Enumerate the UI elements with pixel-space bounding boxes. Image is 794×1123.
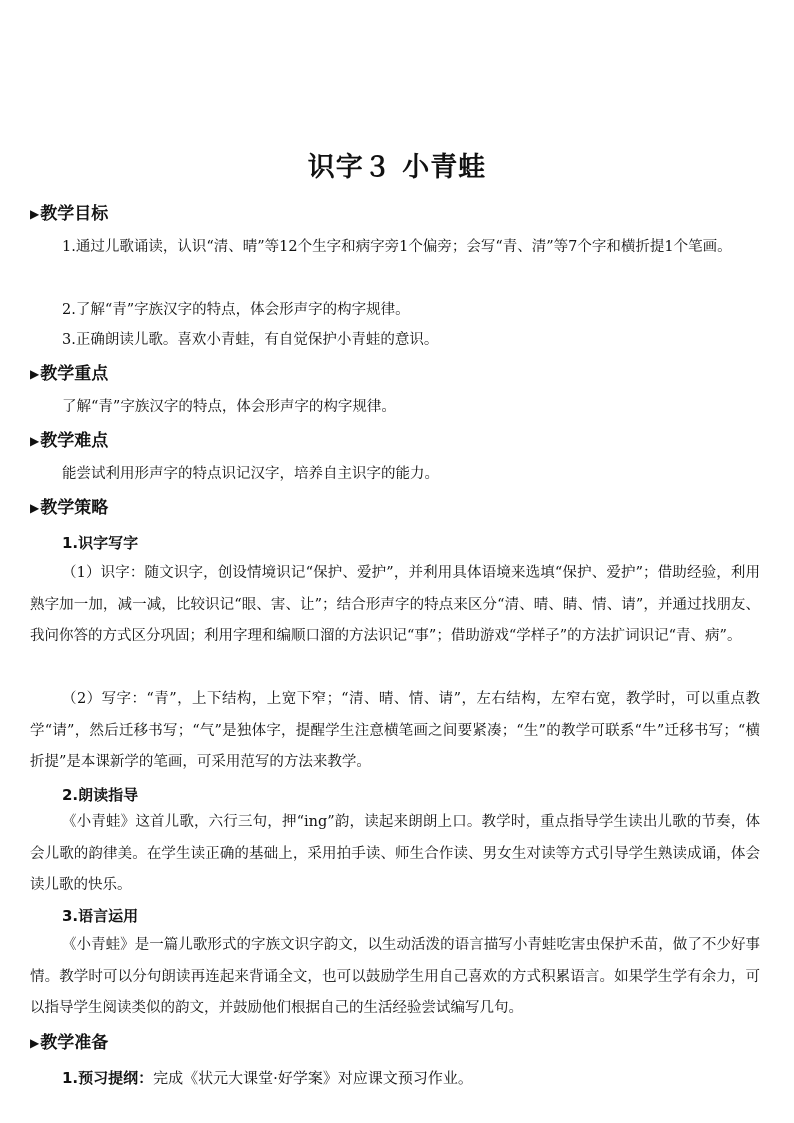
section-heading-goals — [30, 203, 108, 225]
key-point-text: 了解“青”字族汉字的特点，体会形声字的构字规律。 — [62, 399, 396, 415]
goal-item-1: 1.通过儿歌诵读，认识“清、晴”等12个生字和病字旁1个偏旁；会写“青、清”等7个字和横折提1个笔画。 — [62, 239, 732, 255]
difficulty-text: 能尝试利用形声字的特点识记汉字，培养自主识字的能力。 — [62, 466, 439, 482]
triangle-bullet-icon: ▶ — [30, 1036, 40, 1050]
strategy-sub-3-para: 《小青蛙》是一篇儿歌形式的字族文识字韵文，以生动活泼的语言描写小青蛙吃害虫保护禾苗，做了不少好事情。教学时可以分句朗读再连起来背诵全文，也可以鼓励学生用自己喜欢的方式积累语言。如果学生学有余力，可以指导学生阅读类似的韵文，并鼓励他们根据自己的生活经验尝试编写几句。 — [30, 937, 760, 1016]
section-heading-strategy — [30, 497, 108, 519]
prep-item-1-label: 1.预习提纲： — [62, 1069, 154, 1087]
section-heading-text: 教学策略 — [40, 498, 109, 518]
section-heading-text: 教学难点 — [40, 431, 109, 451]
strategy-sub-3-title: 3.语言运用 — [62, 907, 139, 925]
section-heading-key — [30, 363, 108, 385]
strategy-sub-2-para: 《小青蛙》这首儿歌，六行三句，押“ing”韵，读起来朗朗上口。教学时，重点指导学生读出儿歌的节奏，体会儿歌的韵律美。在学生读正确的基础上，采用拍手读、师生合作读、男女生对读等方式引导学生熟读成诵，体会读儿歌的快乐。 — [30, 814, 760, 893]
triangle-bullet-icon: ▶ — [30, 501, 40, 515]
triangle-bullet-icon: ▶ — [30, 207, 40, 221]
goal-item-3: 3.正确朗读儿歌。喜欢小青蛙，有自觉保护小青蛙的意识。 — [62, 332, 439, 348]
strategy-sub-2-title: 2.朗读指导 — [62, 786, 139, 804]
strategy-sub-1-para-2: （2）写字：“青”，上下结构，上宽下窄；“清、晴、情、请”，左右结构，左窄右宽，教学时，可以重点教学“请”，然后迁移书写；“气”是独体字，提醒学生注意横笔画之间要紧凑；“生”的教学可联系“牛”迁移书写；“横折提”是本课新学的笔画，可采用范写的方法来教学。 — [30, 691, 760, 770]
prep-item-1 — [62, 1068, 473, 1088]
strategy-sub-1-title: 1.识字写字 — [62, 534, 139, 552]
strategy-sub-1-para-1: （1）识字：随文识字，创设情境识记“保护、爱护”，并利用具体语境来选填“保护、爱护”；借助经验，利用熟字加一加，减一减，比较识记“眼、害、让”；结合形声字的特点来区分“清、晴、睛、情、请”，并通过找朋友、我问你答的方式区分巩固；利用字理和编顺口溜的方法识记“事”；借助游戏“学样子”的方法扩词识记“青、病”。 — [30, 565, 760, 644]
section-heading-difficulty — [30, 430, 108, 452]
section-heading-text: 教学目标 — [40, 204, 109, 224]
prep-item-1-text: 完成《状元大课堂·好学案》对应课文预习作业。 — [153, 1069, 473, 1087]
triangle-bullet-icon: ▶ — [30, 367, 40, 381]
goal-item-2: 2.了解“青”字族汉字的特点，体会形声字的构字规律。 — [62, 302, 410, 318]
page-title: 识字３ 小青蛙 — [307, 152, 487, 183]
section-heading-text: 教学重点 — [40, 364, 109, 384]
section-heading-text: 教学准备 — [40, 1033, 109, 1053]
section-heading-prep — [30, 1032, 108, 1054]
triangle-bullet-icon: ▶ — [30, 434, 40, 448]
